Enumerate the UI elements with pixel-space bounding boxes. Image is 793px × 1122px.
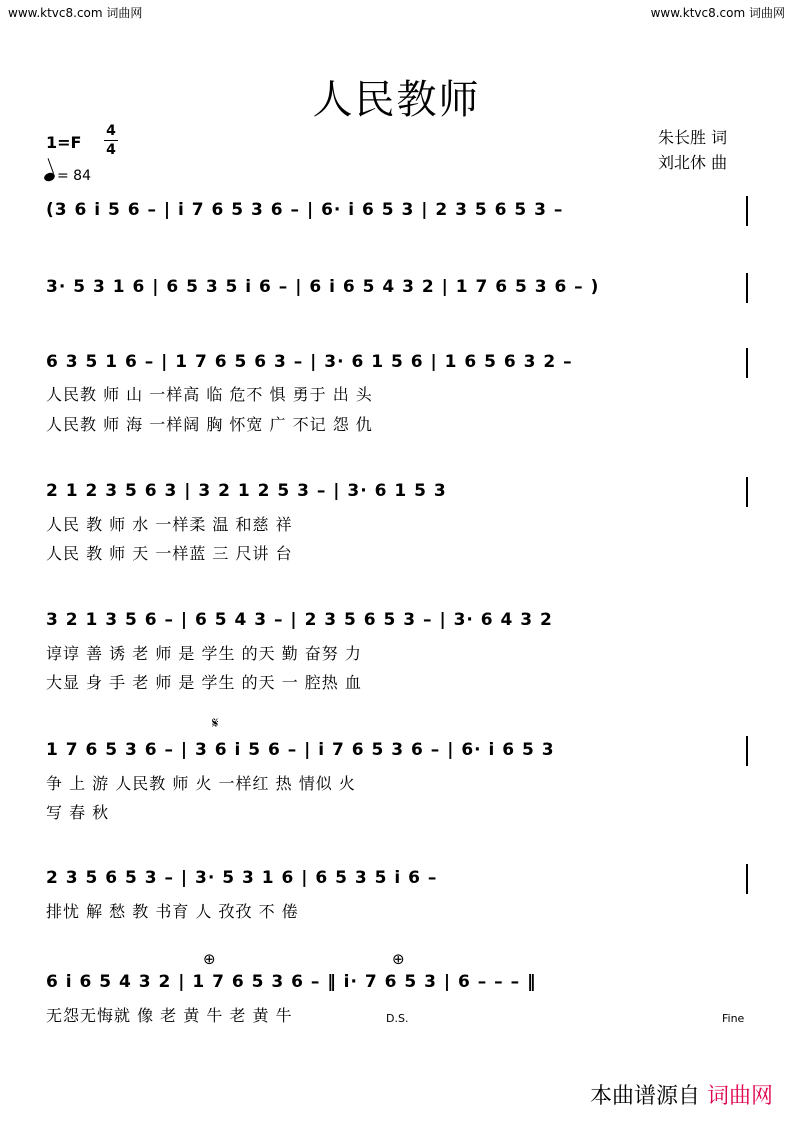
lyric-verse-1: 人民 教 师 水 一样柔 温 和慈 祥 [46,515,293,534]
composer-credit: 刘北休 曲 [658,153,728,172]
lyric-verse-2: 大显 身 手 老 师 是 学生 的天 一 腔热 血 [46,673,362,692]
music-line: 3 2 1 3 5 6 – | 6 5 4 3 – | 2 3 5 6 5 3 – | 3· 6 4 3 2 [46,610,553,630]
lyric-verse-1: 无怨无悔就 像 老 黄 牛 老 黄 牛 [46,1006,293,1025]
key-signature: 1=F [46,133,82,152]
music-line: 2 3 5 6 5 3 – | 3· 5 3 1 6 | 6 5 3 5 i 6 – [46,868,438,888]
tempo-marking [44,168,91,184]
source-brand-link[interactable]: 词曲网 [706,1084,773,1109]
lyric-verse-1: 谆谆 善 诱 老 师 是 学生 的天 勤 奋努 力 [46,644,362,663]
source-label: 本曲谱源自 [589,1084,700,1109]
lyricist-credit: 朱长胜 词 [658,128,728,147]
watermark-left: www.ktvc8.com 词曲网 [8,6,143,20]
barline [746,196,748,226]
time-signature [104,123,118,158]
barline [746,273,748,303]
coda-icon: ⊕ [392,950,405,968]
meter-bottom: 4 [106,142,116,158]
music-line: (3 6 i 5 6 – | i 7 6 5 3 6 – | 6· i 6 5 3 | 2 3 5 6 5 3 – [46,200,564,220]
music-line: 2 1 2 3 5 6 3 | 3 2 1 2 5 3 – | 3· 6 1 5 3 [46,481,447,501]
music-line: 3· 5 3 1 6 | 6 5 3 5 i 6 – | 6 i 6 5 4 3 2 | 1 7 6 5 3 6 – ) [46,277,600,297]
lyric-verse-1: 争 上 游 人民教 师 火 一样红 热 情似 火 [46,774,356,793]
lyric-verse-1: 排忧 解 愁 教 书育 人 孜孜 不 倦 [46,902,299,921]
lyric-verse-2: 写 春 秋 [46,803,110,822]
watermark-right: www.ktvc8.com 词曲网 [650,6,785,20]
barline [746,348,748,378]
lyric-verse-2: 人民教 师 海 一样阔 胸 怀宽 广 不记 怨 仇 [46,415,373,434]
lyric-verse-2: 人民 教 师 天 一样蓝 三 尺讲 台 [46,544,293,563]
lyric-verse-1: 人民教 师 山 一样高 临 危不 惧 勇于 出 头 [46,385,373,404]
music-line: 1 7 6 5 3 6 – | 3 6 i 5 6 – | i 7 6 5 3 6 – | 6· i 6 5 3 [46,740,555,760]
music-line: 6 3 5 1 6 – | 1 7 6 5 6 3 – | 3· 6 1 5 6 | 1 6 5 6 3 2 – [46,352,573,372]
page-title: 人民教师 [312,77,481,123]
source-credit [590,1079,773,1110]
meter-top: 4 [106,123,116,139]
ds-marking: D.S. [386,1012,409,1025]
quarter-note-icon [43,171,56,182]
coda-icon: ⊕ [203,950,216,968]
segno-icon: 𝄋 [212,714,219,732]
barline [746,864,748,894]
music-line: 6 i 6 5 4 3 2 | 1 7 6 5 3 6 – ‖ i· 7 6 5 3 | 6 – – – ‖ [46,972,537,992]
barline [746,736,748,766]
barline [746,477,748,507]
fine-marking: Fine [722,1012,745,1025]
tempo-value: = 84 [57,168,91,184]
